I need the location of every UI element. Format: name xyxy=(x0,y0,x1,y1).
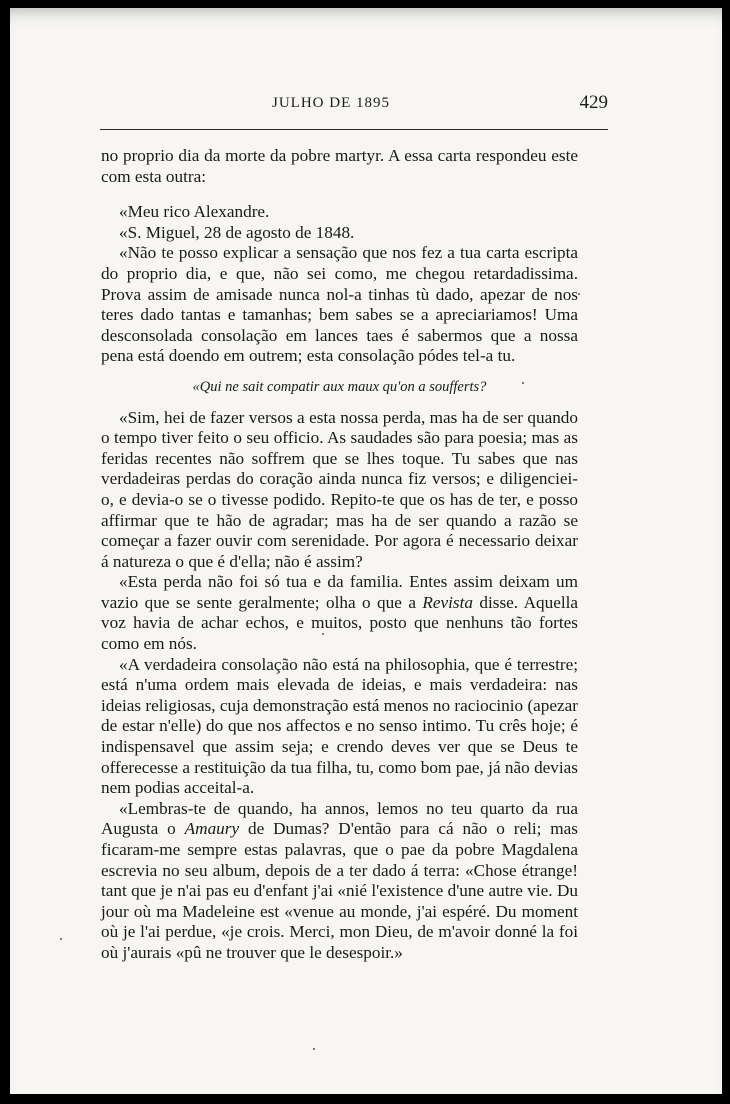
running-head xyxy=(100,92,608,122)
running-title: JULHO DE 1895 xyxy=(272,95,390,111)
paragraph-6-text-a: «Esta perda não foi só tua e da familia. Entes assim deixam um vazio que se sente geralmente; olha o que a xyxy=(101,572,578,612)
page-number: 429 xyxy=(579,92,608,113)
letter-salutation: «Meu rico Alexandre. xyxy=(119,202,270,222)
paper-speck xyxy=(313,1048,315,1050)
paragraph-8 xyxy=(101,799,578,964)
paragraph-4: «Não te posso explicar a sensação que nos fez a tua carta escripta do proprio dia, e que, não sei como, me chegou retardadissima. Prova assim de amisade nunca nol-a tinhas tù dado, apezar de nos teres dado tantas e tamanhas; bem sabes se a apreciariamos! Uma desconsolada consolação em lances taes é sabermos que a nossa pena está doendo em outrem; esta consolação pódes tel-a tu. xyxy=(101,243,578,366)
paragraph-8-text-b: de Dumas? D'então para cá não o reli; mas ficaram-me sempre estas palavras, que o pae da pobre Magdalena escrevia no seu album, depois de a ter dado á terra: «Chose étrange! tant que je n'ai pas eu d'enfant j'ai «nié l'existence d'une autre vie. Du jour où ma Madeleine est «venue au monde, j'ai espéré. Du moment où je l'ai perdue, «je crois. Merci, mon Dieu, de m'avoir donné la foi où j'aurais «pû ne trouver que le desespoir.» xyxy=(101,819,578,962)
paragraph-6 xyxy=(101,572,578,654)
paragraph-8-text-a: «Lembras-te de quando, ha annos, lemos no teu quarto da rua Augusta o xyxy=(101,798,578,839)
paragraph-1: no proprio dia da morte da pobre martyr. A essa carta respondeu este com esta outra: xyxy=(101,146,578,186)
book-page xyxy=(10,8,722,1094)
paper-speck xyxy=(60,938,62,940)
paper-speck xyxy=(522,382,524,384)
paragraph-6-text-b: disse. Aquella voz havia de achar echos, e muitos, posto que nenhuns tão fortes como em nós. xyxy=(101,592,578,654)
paper-speck xyxy=(322,633,324,635)
header-rule xyxy=(100,129,608,130)
paragraph-6-italic: Revista xyxy=(422,592,473,612)
verse-quote: «Qui ne sait compatir aux maux qu'on a soufferts? xyxy=(192,378,487,395)
paper-speck xyxy=(578,293,580,295)
body-text xyxy=(101,146,578,964)
letter-dateline: «S. Miguel, 28 de agosto de 1848. xyxy=(119,222,355,242)
paragraph-7: «A verdadeira consolação não está na philosophia, que é terrestre; está n'uma ordem mais elevada de ideias, e mais verdadeira: nas ideias religiosas, cuja demonstração está menos no raciocinio (apezar de estar n'elle) do que nos affectos e no senso intimo. Tu crês hoje; é indispensavel que assim seja; e crendo deves ver que se Deus te offerecesse a restituição da tua filha, tu, como bom pae, já não devias nem podias acceital-a. xyxy=(101,654,578,798)
paragraph-5: «Sim, hei de fazer versos a esta nossa perda, mas ha de ser quando o tempo tiver feito o seu officio. As saudades são para poesia; mas as feridas recentes não soffrem que se lhes toque. Tu sabes que nas verdadeiras perdas do coração ainda nunca fiz versos; e diligenciei-o, e devia-o se o tivesse podido. Repito-te que os has de ter, e posso affirmar que te hão de agradar; mas ha de ser quando a razão se começar a fazer ouvir com serenidade. Por agora é necessario deixar á natureza o que é d'ella; não é assim? xyxy=(101,407,578,571)
paragraph-8-italic: Amaury xyxy=(184,819,240,839)
